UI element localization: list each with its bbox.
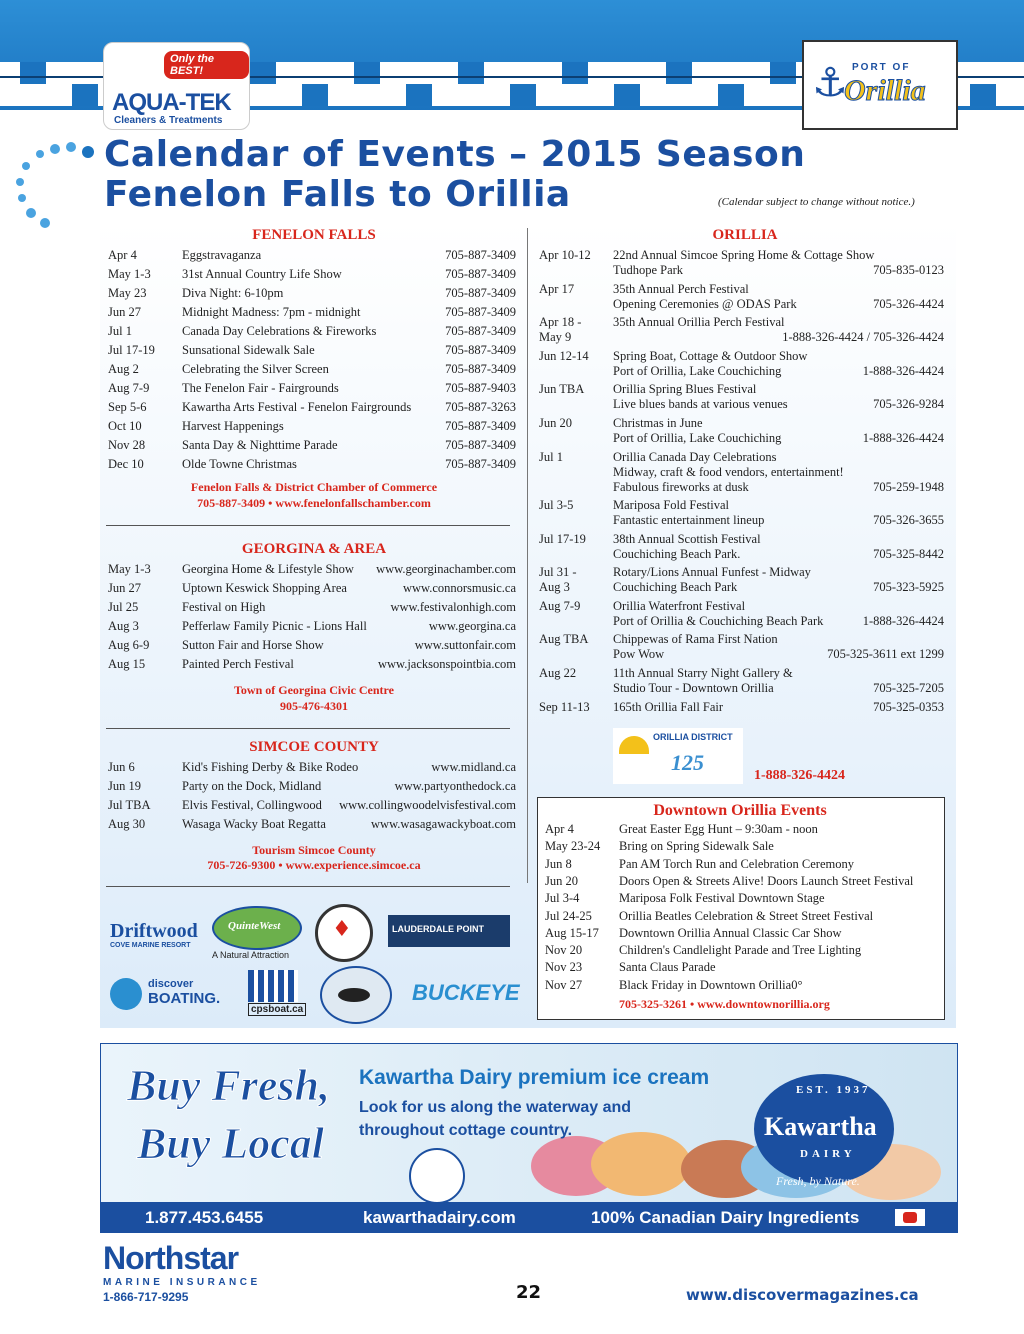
orillia-event-line: Spring Boat, Cottage & Outdoor Show xyxy=(613,349,808,363)
simcoe-footer-contact: 705-726-9300 • www.experience.simcoe.ca xyxy=(207,858,421,872)
banner-sub-line1: Look for us along the waterway and xyxy=(359,1099,632,1116)
event-contact: www.georgina.ca xyxy=(428,619,516,633)
event-name: Festival on High xyxy=(182,600,266,614)
orillia-event-date: Apr 18 - May 9 xyxy=(539,315,582,344)
event-row xyxy=(108,657,516,676)
event-name: Sunsational Sidewalk Sale xyxy=(182,343,315,357)
orillia-event-line: Orillia Spring Blues Festival xyxy=(613,382,757,396)
downtown-event-date: Nov 23 xyxy=(545,960,583,975)
orillia-event-line: Orillia Waterfront Festival xyxy=(613,599,746,613)
loon-logo xyxy=(320,966,392,1024)
orillia-event-contact: 705-326-4424 xyxy=(873,297,944,311)
divider xyxy=(106,728,510,729)
orillia-event-line: Couchiching Beach Park. xyxy=(613,547,741,561)
event-date: Jul TBA xyxy=(108,798,151,812)
downtown-footer: 705-325-3261 • www.downtownorillia.org xyxy=(619,997,830,1011)
downtown-event-name: Great Easter Egg Hunt – 9:30am - noon xyxy=(619,822,818,836)
orillia-event-contact: 705-325-8442 xyxy=(873,547,944,561)
canadian-made-badge xyxy=(409,1148,465,1204)
event-contact: 705-887-3409 xyxy=(445,248,516,262)
event-name: Kawartha Arts Festival - Fenelon Fairgrounds xyxy=(182,400,412,414)
event-date: May 1-3 xyxy=(108,267,151,281)
event-row xyxy=(108,381,516,400)
decorative-dots xyxy=(14,140,104,230)
orillia-event-line: Rotary/Lions Annual Funfest - Midway xyxy=(613,565,811,579)
georgina-footer-phone: 905-476-4301 xyxy=(280,699,348,713)
event-contact: www.connorsmusic.ca xyxy=(402,581,516,595)
event-name: Midnight Madness: 7pm - midnight xyxy=(182,305,361,319)
northstar-sub: MARINE INSURANCE xyxy=(103,1277,261,1288)
kawartha-dairy-ad xyxy=(100,1043,958,1233)
event-contact: www.wasagawackyboat.com xyxy=(371,817,516,831)
simcoe-heading: SIMCOE COUNTY xyxy=(249,739,379,755)
event-contact: 705-887-3409 xyxy=(445,419,516,433)
event-date: Aug 3 xyxy=(108,619,139,633)
orillia-phone: 1-888-326-4424 xyxy=(754,768,845,783)
downtown-heading: Downtown Orillia Events xyxy=(653,802,827,819)
orillia-event-contact: 705-325-7205 xyxy=(873,681,944,695)
quinte-west-logo xyxy=(210,906,302,962)
orillia-event-line: 38th Annual Scottish Festival xyxy=(613,532,761,546)
orillia-event-line: Port of Orillia & Couchiching Beach Park xyxy=(613,614,824,628)
orillia-event-line: Opening Ceremonies @ ODAS Park xyxy=(613,297,797,311)
event-name: Painted Perch Festival xyxy=(182,657,294,671)
discover-boating-logo xyxy=(110,976,230,1012)
georgina-footer-org: Town of Georgina Civic Centre xyxy=(234,683,394,697)
banner-headline: Kawartha Dairy premium ice cream xyxy=(359,1066,710,1089)
event-contact: 705-887-3409 xyxy=(445,457,516,471)
orillia-event-contact: 705-326-9284 xyxy=(873,397,944,411)
maple-leaf-icon: ♦ xyxy=(332,917,352,942)
event-contact: 705-887-3409 xyxy=(445,267,516,281)
orillia-event-contact: 705-325-3611 ext 1299 xyxy=(827,647,944,661)
event-row xyxy=(108,438,516,457)
event-row xyxy=(108,267,516,286)
downtown-event-name: Bring on Spring Sidewalk Sale xyxy=(619,839,774,854)
downtown-event-name: Black Friday in Downtown Orillia0° xyxy=(619,977,803,992)
event-row xyxy=(108,305,516,324)
orillia-event-date: Jun TBA xyxy=(539,382,585,396)
chamber-logo-number: 125 xyxy=(671,750,704,775)
orillia-event-line: Christmas in June xyxy=(613,416,703,430)
downtown-event-name: Downtown Orillia Annual Classic Car Show xyxy=(619,925,842,940)
website-link[interactable]: www.discovermagazines.ca xyxy=(686,1286,919,1304)
cps-logo xyxy=(246,970,302,1018)
orillia-event-date: Jul 1 xyxy=(539,450,563,464)
event-date: Jul 25 xyxy=(108,600,139,614)
event-date: Jun 6 xyxy=(108,760,135,774)
orillia-event-contact: 1-888-326-4424 xyxy=(862,614,944,628)
fenelon-heading: FENELON FALLS xyxy=(252,227,376,243)
orillia-event-contact: 705-835-0123 xyxy=(873,263,944,277)
aquatek-badge: Only the BEST! xyxy=(164,51,249,79)
orillia-event-date: Jun 20 xyxy=(539,416,572,430)
orillia-event-line: Orillia Canada Day Celebrations xyxy=(613,450,777,464)
event-row xyxy=(108,457,516,476)
page-title: Calendar of Events – 2015 Season xyxy=(104,134,806,175)
event-row xyxy=(108,419,516,438)
logo-est: EST. 1937 xyxy=(796,1084,871,1096)
event-contact: www.festivalonhigh.com xyxy=(390,600,516,614)
event-contact: 705-887-3409 xyxy=(445,305,516,319)
banner-claim: 100% Canadian Dairy Ingredients xyxy=(591,1208,860,1227)
orillia-event-date: Apr 10-12 xyxy=(539,248,591,262)
orillia-event-date: Jul 31 - Aug 3 xyxy=(539,565,577,594)
event-date: May 23 xyxy=(108,286,147,300)
event-contact: www.suttonfair.com xyxy=(414,638,516,652)
event-row xyxy=(108,798,516,817)
event-contact: www.jacksonspointbia.com xyxy=(377,657,516,671)
cps-url: cpsboat.ca xyxy=(248,1003,306,1016)
orillia-event-line: Port of Orillia, Lake Couchiching xyxy=(613,431,782,445)
downtown-event-date: Nov 20 xyxy=(545,943,583,958)
orillia-event-line: Pow Wow xyxy=(613,647,665,661)
event-name: Canada Day Celebrations & Fireworks xyxy=(182,324,377,338)
buy-fresh-text: Buy Fresh, xyxy=(127,1061,330,1110)
divider xyxy=(106,886,510,887)
orillia-event-line: Chippewas of Rama First Nation xyxy=(613,632,778,646)
event-name: Harvest Happenings xyxy=(182,419,284,433)
event-date: Aug 30 xyxy=(108,817,146,831)
event-contact: www.partyonthedock.ca xyxy=(394,779,516,793)
orillia-event-line: Midway, craft & food vendors, entertainment! xyxy=(613,465,844,479)
banner-subtext xyxy=(359,1096,631,1142)
driftwood-name: Driftwood xyxy=(110,920,198,942)
buckeye-name: BUCKEYE xyxy=(412,980,520,1005)
event-contact: 705-887-3409 xyxy=(445,438,516,452)
event-contact: www.collingwoodelvisfestival.com xyxy=(339,798,516,812)
orillia-event-line: Couchiching Beach Park xyxy=(613,580,738,594)
event-row xyxy=(108,600,516,619)
event-contact: www.midland.ca xyxy=(431,760,516,774)
event-date: Jun 27 xyxy=(108,305,141,319)
event-row xyxy=(108,779,516,798)
downtown-event-name: Children's Candlelight Parade and Tree Lighting xyxy=(619,943,862,958)
orillia-event-contact: 705-325-0353 xyxy=(873,700,944,714)
page-number: 22 xyxy=(516,1282,542,1303)
happy-days-logo xyxy=(315,904,373,962)
event-contact: www.georginachamber.com xyxy=(376,562,516,576)
downtown-event-date: Jun 20 xyxy=(545,873,578,888)
buy-local-text: Buy Local xyxy=(137,1119,324,1168)
orillia-event-line: Mariposa Fold Festival xyxy=(613,498,729,512)
orillia-event-contact: 1-888-326-4424 xyxy=(862,364,944,378)
logo-dairy: DAIRY xyxy=(800,1148,856,1160)
event-date: Sep 5-6 xyxy=(108,400,147,414)
northstar-phone: 1-866-717-9295 xyxy=(103,1290,189,1304)
event-name: Celebrating the Silver Screen xyxy=(182,362,329,376)
orillia-event-line: Studio Tour - Downtown Orillia xyxy=(613,681,774,695)
event-row xyxy=(108,324,516,343)
downtown-event-name: Mariposa Folk Festival Downtown Stage xyxy=(619,891,825,906)
event-date: Dec 10 xyxy=(108,457,144,471)
downtown-event-date: Jun 8 xyxy=(545,856,572,871)
event-date: Jul 17-19 xyxy=(108,343,155,357)
event-contact: 705-887-9403 xyxy=(445,381,516,395)
event-row xyxy=(108,562,516,581)
event-name: Diva Night: 6-10pm xyxy=(182,286,284,300)
downtown-event-name: Pan AM Torch Run and Celebration Ceremony xyxy=(619,856,854,871)
orillia-event-date: Sep 11-13 xyxy=(539,700,590,714)
logo-name: Kawartha xyxy=(764,1112,877,1141)
quinte-sub: A Natural Attraction xyxy=(212,950,290,960)
orillia-event-line: Live blues bands at various venues xyxy=(613,397,788,411)
anchor-icon: ⚓ xyxy=(812,60,848,106)
downtown-event-name: Doors Open & Streets Alive! Doors Launch Street Festival xyxy=(619,873,914,888)
event-contact: 705-887-3263 xyxy=(445,400,516,414)
orillia-event-line: Fantastic entertainment lineup xyxy=(613,513,765,527)
event-row xyxy=(108,400,516,419)
downtown-event-date: Jul 3-4 xyxy=(545,891,580,906)
event-name: Kid's Fishing Derby & Bike Rodeo xyxy=(182,760,359,774)
event-date: Aug 6-9 xyxy=(108,638,150,652)
event-contact: 705-887-3409 xyxy=(445,362,516,376)
event-date: Jul 1 xyxy=(108,324,132,338)
aquatek-logo xyxy=(103,42,250,130)
simcoe-footer-org: Tourism Simcoe County xyxy=(252,843,376,857)
event-name: The Fenelon Fair - Fairgrounds xyxy=(182,381,339,395)
georgina-heading: GEORGINA & AREA xyxy=(241,541,387,557)
event-name: Party on the Dock, Midland xyxy=(182,779,322,793)
port-of-orillia-logo xyxy=(802,40,958,130)
event-date: Aug 7-9 xyxy=(108,381,150,395)
buckeye-logo xyxy=(412,980,520,1010)
downtown-event-date: Nov 27 xyxy=(545,977,583,992)
event-name: Wasaga Wacky Boat Regatta xyxy=(182,817,326,831)
orillia-event-line: Fabulous fireworks at dusk xyxy=(613,480,749,494)
port-name: Orillia xyxy=(844,74,926,107)
event-contact: 705-887-3409 xyxy=(445,324,516,338)
downtown-event-name: Santa Claus Parade xyxy=(619,960,716,975)
event-date: Jun 27 xyxy=(108,581,141,595)
orillia-event-line: 22nd Annual Simcoe Spring Home & Cottage Show xyxy=(613,248,875,262)
downtown-event-name: Orillia Beatles Celebration & Street Street Festival xyxy=(619,908,874,923)
orillia-event-line: 35th Annual Perch Festival xyxy=(613,282,749,296)
banner-contact-bar xyxy=(101,1202,957,1232)
event-row xyxy=(108,638,516,657)
orillia-event-line: 165th Orillia Fall Fair xyxy=(613,700,724,714)
northstar-logo: Northstar xyxy=(103,1240,239,1276)
driftwood-sub: COVE MARINE RESORT xyxy=(110,942,191,949)
event-row xyxy=(108,581,516,600)
boating-label: BOATING. xyxy=(148,990,221,1007)
event-name: 31st Annual Country Life Show xyxy=(182,267,342,281)
event-row xyxy=(108,619,516,638)
port-of-label: PORT OF xyxy=(852,62,911,73)
event-name: Santa Day & Nighttime Parade xyxy=(182,438,338,452)
orillia-event-line: 35th Annual Orillia Perch Festival xyxy=(613,315,785,329)
event-date: Jun 19 xyxy=(108,779,141,793)
quinte-name: QuinteWest xyxy=(228,920,281,932)
downtown-event-date: Jul 24-25 xyxy=(545,908,592,923)
event-name: Elvis Festival, Collingwood xyxy=(182,798,322,812)
event-name: Uptown Keswick Shopping Area xyxy=(182,581,347,595)
chamber-logo-title: ORILLIA DISTRICT xyxy=(653,732,733,742)
orillia-event-date: Apr 17 xyxy=(539,282,575,296)
kawartha-logo xyxy=(754,1074,894,1184)
orillia-event-date: Aug 22 xyxy=(539,666,577,680)
sun-icon xyxy=(619,736,649,754)
event-name: Pefferlaw Family Picnic - Lions Hall xyxy=(182,619,367,633)
orillia-event-contact: 705-323-5925 xyxy=(873,580,944,594)
lauderdale-point-logo xyxy=(388,915,510,947)
downtown-event-date: Aug 15-17 xyxy=(545,925,599,940)
aquatek-sub: Cleaners & Treatments xyxy=(114,115,223,126)
event-row xyxy=(108,760,516,779)
banner-sub-line2: throughout cottage country. xyxy=(359,1122,573,1139)
event-date: Nov 28 xyxy=(108,438,146,452)
tagline: Fresh, by Nature. xyxy=(776,1174,860,1188)
driftwood-logo xyxy=(110,920,202,956)
orillia-event-line: Tudhope Park xyxy=(613,263,684,277)
event-name: Eggstravaganza xyxy=(182,248,262,262)
orillia-chamber-logo xyxy=(613,728,743,784)
discover-label: discover xyxy=(148,978,194,990)
event-contact: 705-887-3409 xyxy=(445,343,516,357)
orillia-heading: ORILLIA xyxy=(712,227,778,243)
fenelon-footer-contact: 705-887-3409 • www.fenelonfallschamber.com xyxy=(197,496,431,510)
event-date: May 1-3 xyxy=(108,562,151,576)
event-row xyxy=(108,248,516,267)
downtown-event-date: Apr 4 xyxy=(545,822,574,836)
orillia-event-date: Jul 17-19 xyxy=(539,532,586,546)
event-row xyxy=(108,343,516,362)
orillia-event-date: Aug 7-9 xyxy=(539,599,581,613)
event-date: Oct 10 xyxy=(108,419,142,433)
orillia-event-line: 11th Annual Starry Night Gallery & xyxy=(613,666,793,680)
orillia-event-contact: 1-888-326-4424 xyxy=(862,431,944,445)
orillia-event-line: Port of Orillia, Lake Couchiching xyxy=(613,364,782,378)
orillia-event-contact: 1-888-326-4424 / 705-326-4424 xyxy=(782,330,944,344)
event-name: Olde Towne Christmas xyxy=(182,457,297,471)
downtown-event-date: May 23-24 xyxy=(545,839,601,854)
event-date: Aug 2 xyxy=(108,362,139,376)
page-subtitle: Fenelon Falls to Orillia xyxy=(104,174,571,215)
orillia-event-contact: 705-259-1948 xyxy=(873,480,944,494)
disclaimer: (Calendar subject to change without notice.) xyxy=(718,196,915,208)
event-row xyxy=(108,817,516,836)
banner-phone: 1.877.453.6455 xyxy=(145,1208,264,1227)
event-contact: 705-887-3409 xyxy=(445,286,516,300)
orillia-event-date: Jul 3-5 xyxy=(539,498,574,512)
event-row xyxy=(108,286,516,305)
orillia-event-date: Aug TBA xyxy=(539,632,589,646)
canada-flag-icon xyxy=(895,1209,925,1226)
column-divider xyxy=(527,228,528,883)
event-date: Apr 4 xyxy=(108,248,137,262)
divider xyxy=(106,525,510,526)
event-name: Georgina Home & Lifestyle Show xyxy=(182,562,354,576)
event-row xyxy=(108,362,516,381)
orillia-event-contact: 705-326-3655 xyxy=(873,513,944,527)
fenelon-footer-org: Fenelon Falls & District Chamber of Commerce xyxy=(190,480,438,494)
event-name: Sutton Fair and Horse Show xyxy=(182,638,324,652)
banner-web: kawarthadairy.com xyxy=(363,1208,516,1227)
orillia-event-date: Jun 12-14 xyxy=(539,349,589,363)
lauderdale-name: LAUDERDALE POINT xyxy=(392,924,484,934)
aquatek-name: AQUA-TEK xyxy=(112,89,231,116)
event-date: Aug 15 xyxy=(108,657,146,671)
